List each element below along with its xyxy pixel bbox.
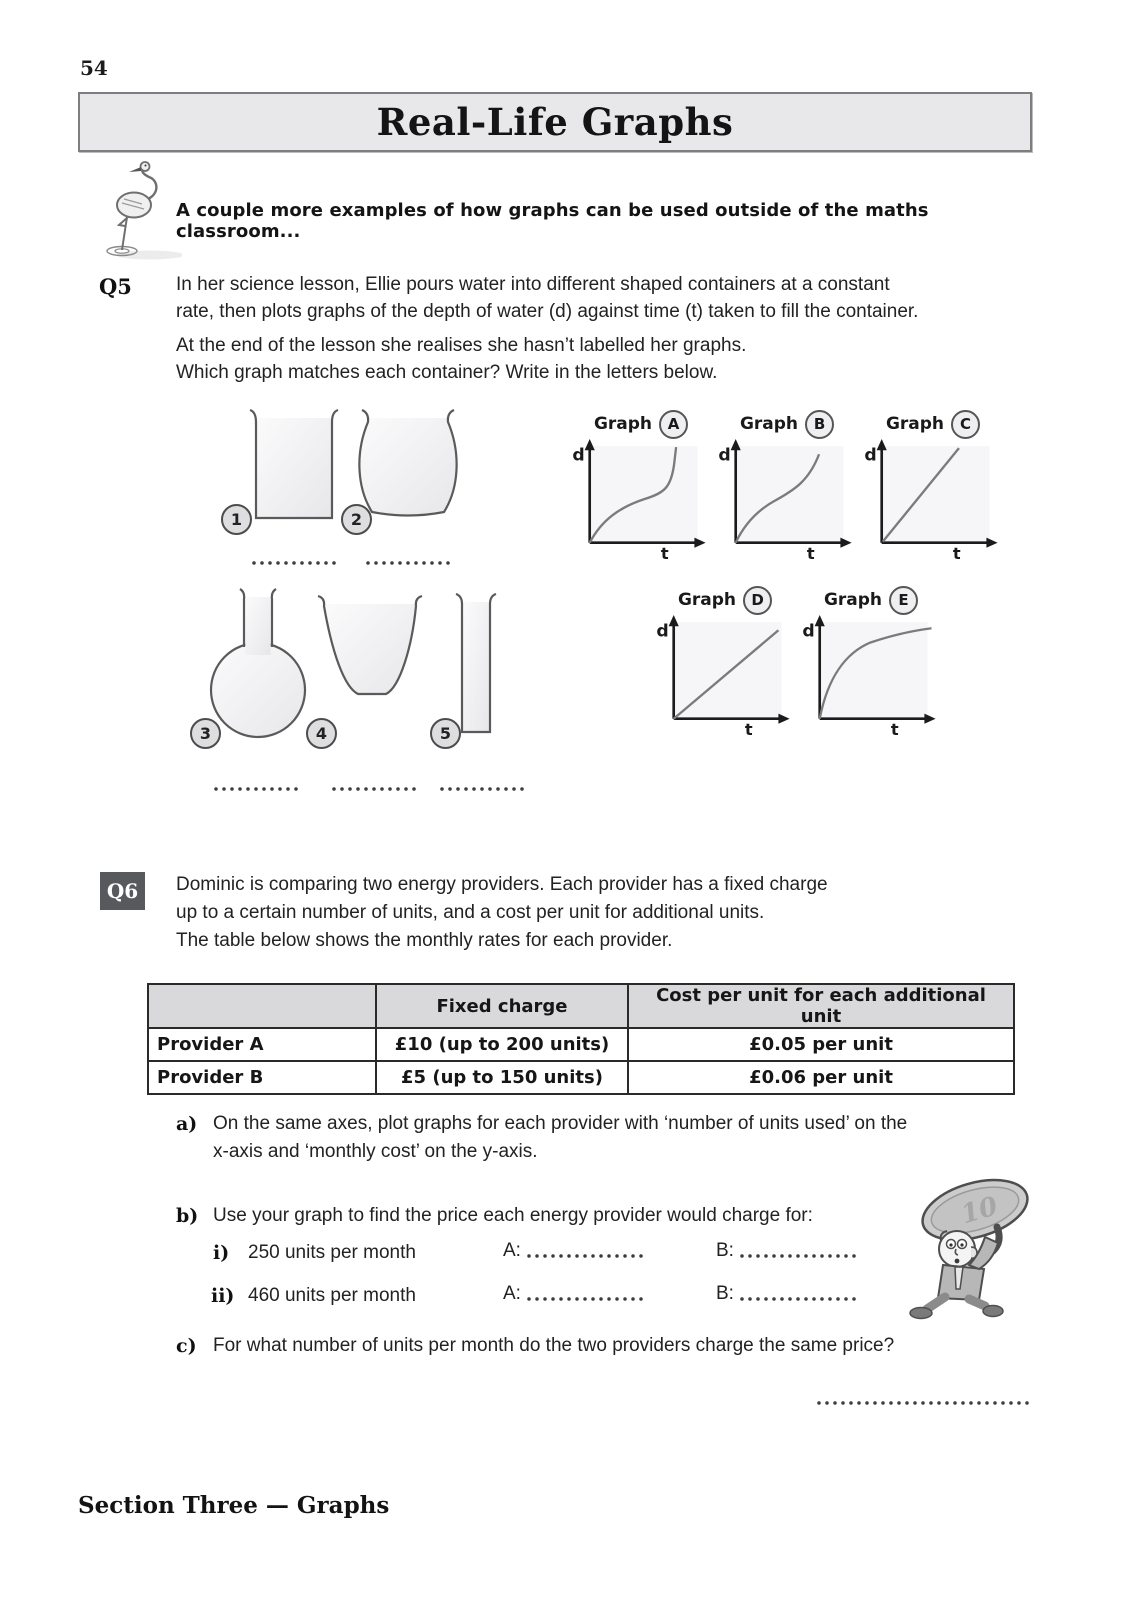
graph-label: Graph C bbox=[858, 410, 1008, 438]
d-axis-label: d bbox=[572, 445, 585, 466]
graph-letter-badge: E bbox=[889, 586, 918, 615]
coin-man-illustration bbox=[905, 1165, 1040, 1320]
d-axis-label: d bbox=[718, 445, 731, 466]
answer-prefix-a: A: bbox=[503, 1283, 521, 1304]
graph-label: Graph D bbox=[650, 586, 800, 614]
q6-badge bbox=[100, 872, 145, 910]
rates-table bbox=[147, 983, 1015, 1095]
table-cell-fixed-charge: £5 (up to 150 units) bbox=[376, 1061, 628, 1094]
t-axis-label: t bbox=[806, 543, 815, 560]
answer-line bbox=[438, 786, 524, 792]
q5-text-line-3: At the end of the lesson she realises she hasn’t labelled her graphs. bbox=[176, 335, 747, 356]
t-axis-label: t bbox=[952, 543, 961, 560]
answer-line bbox=[330, 786, 416, 792]
answer-line bbox=[738, 1296, 856, 1302]
table-cell-cost-per-unit: £0.06 per unit bbox=[628, 1061, 1014, 1094]
table-header-blank bbox=[148, 984, 376, 1028]
table-header-fixed-charge: Fixed charge bbox=[376, 984, 628, 1028]
item-ii-label: ii) bbox=[211, 1285, 235, 1307]
graph-letter-badge: B bbox=[805, 410, 834, 439]
graph-label: Graph A bbox=[566, 410, 716, 438]
item-i-text: 250 units per month bbox=[248, 1242, 416, 1263]
intro-note: A couple more examples of how graphs can be used outside of the maths classroom... bbox=[176, 200, 929, 242]
part-a-label: a) bbox=[176, 1113, 198, 1135]
part-c-text: For what number of units per month do the two providers charge the same price? bbox=[213, 1335, 895, 1356]
answer-prefix-b: B: bbox=[716, 1240, 734, 1261]
answer-line bbox=[738, 1253, 856, 1259]
table-header-row bbox=[148, 984, 1014, 1028]
table-cell-provider: Provider B bbox=[148, 1061, 376, 1094]
d-axis-label: d bbox=[656, 621, 669, 642]
graph-a-plot bbox=[566, 438, 711, 560]
q6-label: Q6 bbox=[106, 879, 139, 903]
item-ii-answer-b bbox=[716, 1283, 856, 1305]
container-number-badge: 1 bbox=[221, 504, 252, 535]
answer-line bbox=[212, 786, 298, 792]
container-1-shape bbox=[244, 406, 344, 531]
item-i-label: i) bbox=[213, 1242, 230, 1264]
answer-line bbox=[525, 1253, 643, 1259]
q5-text-line-1: In her science lesson, Ellie pours water into different shaped containers at a constant bbox=[176, 274, 890, 295]
part-c-label: c) bbox=[176, 1335, 197, 1357]
graph-c-plot bbox=[858, 438, 1003, 560]
table-cell-provider: Provider A bbox=[148, 1028, 376, 1061]
page-title: Real-Life Graphs bbox=[376, 100, 734, 144]
container-number-badge: 2 bbox=[341, 504, 372, 535]
container-number-badge: 5 bbox=[430, 718, 461, 749]
answer-prefix-b: B: bbox=[716, 1283, 734, 1304]
item-ii-answer-a bbox=[503, 1283, 643, 1305]
item-i-answer-a bbox=[503, 1240, 643, 1262]
graph-letter-badge: C bbox=[951, 410, 980, 439]
title-banner bbox=[78, 92, 1032, 152]
graph-b-block bbox=[712, 410, 862, 560]
svg-text:10: 10 bbox=[957, 1191, 1002, 1231]
part-a-text-line-1: On the same axes, plot graphs for each provider with ‘number of units used’ on the bbox=[213, 1113, 908, 1134]
graph-a-block bbox=[566, 410, 716, 560]
answer-line bbox=[525, 1296, 643, 1302]
q6-text-line-2: up to a certain number of units, and a cost per unit for additional units. bbox=[176, 902, 765, 923]
container-number-badge: 4 bbox=[306, 718, 337, 749]
graph-e-plot bbox=[796, 614, 941, 736]
graph-letter-badge: A bbox=[659, 410, 688, 439]
table-row bbox=[148, 1028, 1014, 1061]
table-cell-fixed-charge: £10 (up to 200 units) bbox=[376, 1028, 628, 1061]
q6-text-line-1: Dominic is comparing two energy providers. Each provider has a fixed charge bbox=[176, 874, 828, 895]
graph-b-plot bbox=[712, 438, 857, 560]
table-row bbox=[148, 1061, 1014, 1094]
answer-line bbox=[250, 560, 336, 566]
table-header-cost-per-unit: Cost per unit for each additional unit bbox=[628, 984, 1014, 1028]
footer-section-title: Section Three — Graphs bbox=[78, 1492, 390, 1519]
container-3-shape bbox=[198, 585, 318, 745]
final-answer-line bbox=[815, 1400, 1033, 1406]
q6-text-line-3: The table below shows the monthly rates for each provider. bbox=[176, 930, 673, 951]
part-b-text: Use your graph to find the price each energy provider would charge for: bbox=[213, 1205, 813, 1226]
t-axis-label: t bbox=[660, 543, 669, 560]
graph-e-block bbox=[796, 586, 946, 736]
item-i-answer-b bbox=[716, 1240, 856, 1262]
part-a-text-line-2: x-axis and ‘monthly cost’ on the y-axis. bbox=[213, 1141, 538, 1162]
page-number: 54 bbox=[80, 56, 108, 80]
q5-text-line-2: rate, then plots graphs of the depth of water (d) against time (t) taken to fill the container. bbox=[176, 301, 919, 322]
graph-letter-badge: D bbox=[743, 586, 772, 615]
q5-label: Q5 bbox=[99, 274, 132, 299]
t-axis-label: t bbox=[744, 719, 753, 736]
graph-c-block bbox=[858, 410, 1008, 560]
d-axis-label: d bbox=[864, 445, 877, 466]
part-b-label: b) bbox=[176, 1205, 199, 1227]
table-cell-cost-per-unit: £0.05 per unit bbox=[628, 1028, 1014, 1061]
graph-label: Graph B bbox=[712, 410, 862, 438]
t-axis-label: t bbox=[890, 719, 899, 736]
d-axis-label: d bbox=[802, 621, 815, 642]
graph-d-block bbox=[650, 586, 800, 736]
container-number-badge: 3 bbox=[190, 718, 221, 749]
item-ii-text: 460 units per month bbox=[248, 1285, 416, 1306]
graph-label: Graph E bbox=[796, 586, 946, 614]
flamingo-icon bbox=[92, 160, 182, 260]
answer-prefix-a: A: bbox=[503, 1240, 521, 1261]
q5-text-line-4: Which graph matches each container? Write in the letters below. bbox=[176, 362, 718, 383]
graph-d-plot bbox=[650, 614, 795, 736]
answer-line bbox=[364, 560, 450, 566]
